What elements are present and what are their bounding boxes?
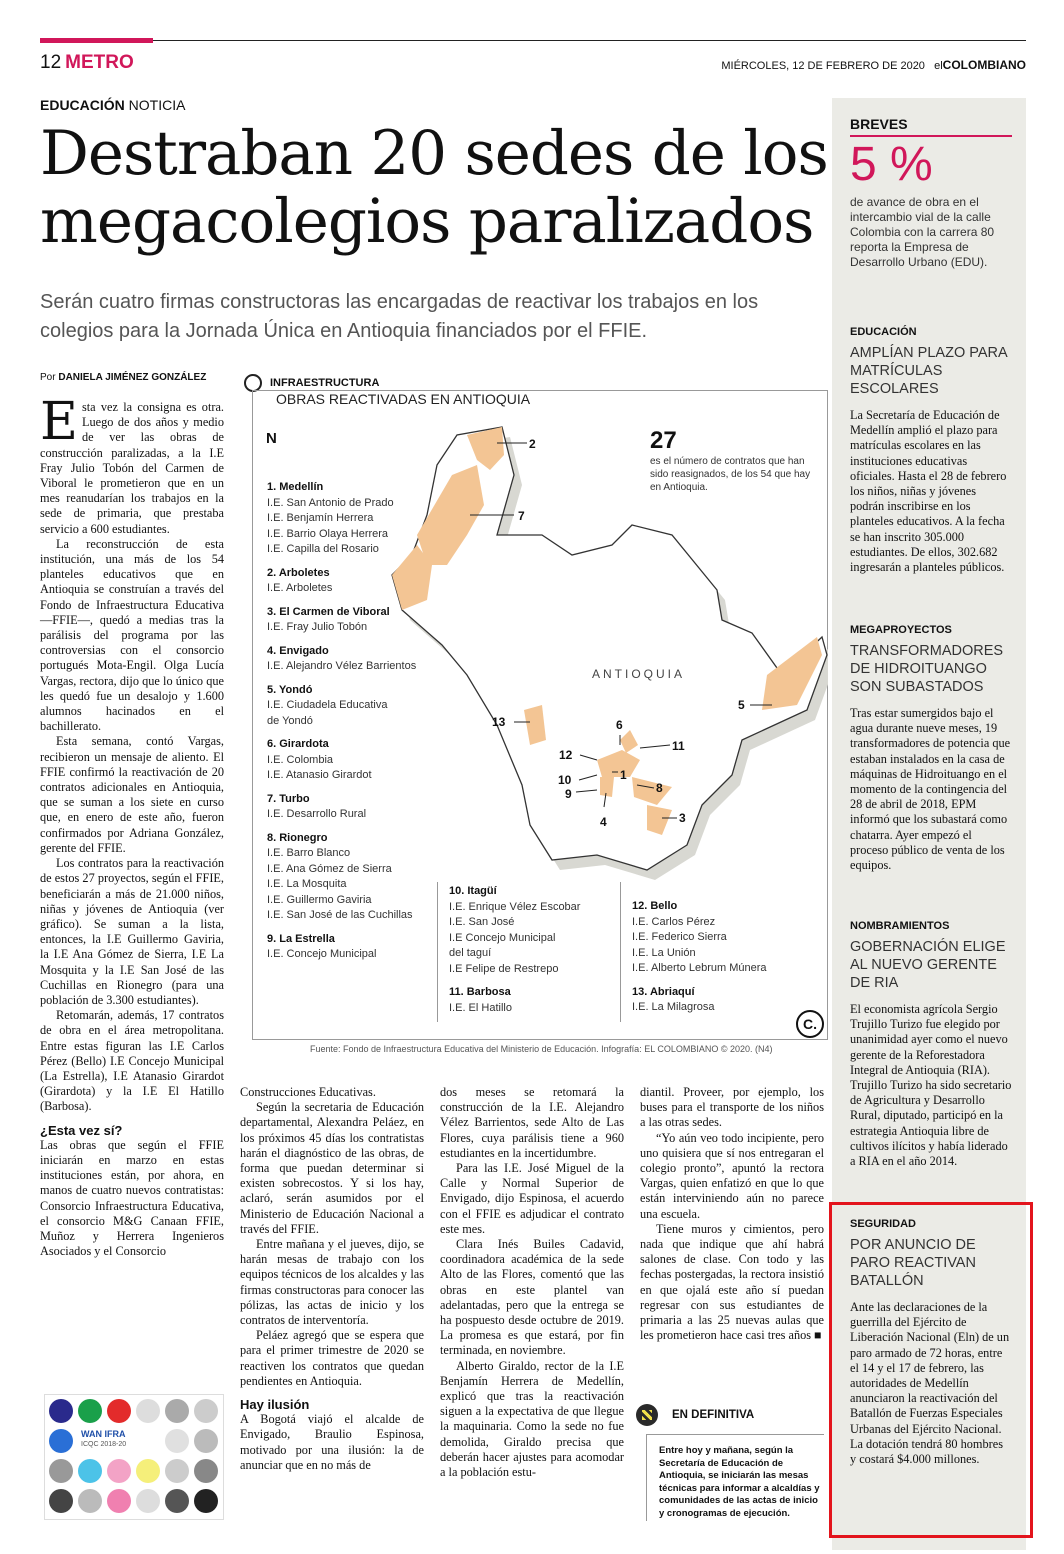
paragraph: Peláez agregó que se espera que para el primer trimestre de 2020 se reactiven los contratos que quedan pendientes en Antioquia.	[240, 1328, 424, 1388]
marker-11: 11	[672, 739, 685, 753]
legend-column-2	[449, 884, 619, 1016]
infographic-source: Fuente: Fondo de Infraestructura Educativa del Ministerio de Educación. Infografía: EL COLOMBIANO © 2020. (N4)	[310, 1044, 773, 1054]
brief-section: MEGAPROYECTOS	[850, 624, 952, 636]
legend-group: 3. El Carmen de Viboral I.E. Fray Julio Tobón	[267, 605, 390, 633]
brief-text: El economista agrícola Sergio Trujillo Turizo fue elegido por unanimidad ayer como el nuevo gerente de la Reforestadora Integral de Antioquia (RIA). Trujillo Turizo ha sido secretario de Agricultura y Desarrollo Rural, diputado, participó en la estrategia Antioquia libre de cultivos ilícitos y había liderado a RIA en el año 2014.	[850, 1002, 1012, 1169]
article-column-1	[40, 392, 224, 1259]
color-dot	[107, 1489, 131, 1513]
stat-number: 27	[650, 427, 677, 454]
legend-group: 12. Bello I.E. Carlos Pérez I.E. Federico Sierra I.E. La Unión I.E. Alberto Lebrum Múnera	[632, 900, 767, 974]
color-dot	[165, 1429, 189, 1453]
legend-column-1	[267, 480, 427, 963]
infographic-subtitle: OBRAS REACTIVADAS EN ANTIOQUIA	[276, 391, 531, 407]
en-definitiva-header	[636, 1404, 828, 1426]
article-deck: Serán cuatro firmas constructoras las encargadas de reactivar los trabajos en los colegios para la Jornada Única en Antioquia financiados por el FFIE.	[40, 291, 759, 342]
paper-prefix: el	[934, 60, 943, 72]
legend-divider	[620, 882, 621, 1022]
legend-group: 7. Turbo I.E. Desarrollo Rural	[267, 792, 367, 820]
marker-10: 10	[558, 773, 572, 787]
colorbar-brand: WAN IFRA	[81, 1429, 126, 1439]
marker-7: 7	[518, 509, 525, 523]
breves-block	[850, 116, 1012, 270]
paragraph: Esta semana, contó Vargas, recibieron un mensaje de aliento. El FFIE confirmó la reactivación de 20 contratos adicionales en Antioquia, que se suman a los siete en curso que, en enero de este año, fueron confirmados por Adriana González, gerente del FFIE.	[40, 734, 224, 855]
page-number: 12 METRO	[40, 52, 134, 73]
paragraph: Construcciones Educativas.	[240, 1085, 376, 1099]
colorbar-code: ICQC 2018-20	[81, 1441, 127, 1448]
article-column-3	[440, 1085, 624, 1480]
region-label: ANTIOQUIA	[592, 667, 686, 681]
marker-6: 6	[616, 718, 623, 732]
legend-group: 1. Medellín I.E. San Antonio de Prado I.E. Benjamín Herrera I.E. Barrio Olaya Herrera I.E. Capilla del Rosario	[267, 481, 394, 555]
article-headline: Destraban 20 sedes de los megacolegios paralizados	[40, 118, 828, 257]
article-column-4	[640, 1085, 824, 1343]
color-dot	[194, 1459, 218, 1483]
stat-box	[650, 427, 820, 494]
top-rule	[40, 40, 1026, 41]
color-dot	[78, 1489, 102, 1513]
drop-cap: E	[40, 392, 78, 452]
paragraph: A Bogotá viajó el alcalde de Envigado, Braulio Espinosa, motivado por una ilusión: la de anunciar que en no más de	[240, 1412, 424, 1472]
color-dot	[107, 1459, 131, 1483]
brief-title: AMPLÍAN PLAZO PARA MATRÍCULAS ESCOLARES	[850, 345, 1007, 397]
section-name: METRO	[65, 52, 134, 73]
paragraph: La reconstrucción de esta institución, una más de los 54 planteles educativos que en Antioquia se construían a través del Fondo de Infraestructura Educativa —FFIE—, quedó a medias tras la parálisis del programa por las controversias con el consorcio portugués Mota-Engil. Olga Lucía Vargas, rectora, dijo que lo único que les quedó fue un desalojo y 1.600 alumnos hacinados en el bachillerato.	[40, 536, 224, 734]
brief-title: GOBERNACIÓN ELIGE AL NUEVO GERENTE DE RIA	[850, 939, 1006, 991]
brief-text: Ante las declaraciones de la guerrilla del Ejército de Liberación Nacional (Eln) de un paro armado de 72 horas, entre el 14 y el 17 de febrero, las autoridades de Medellín anunciaron la reactivación del Batallón de Fuerzas Especiales Urbanas del Ejército Nacional. La dotación tendrá 80 hombres y costará $4.000 millones.	[850, 1300, 1010, 1467]
brief-item	[850, 624, 1012, 873]
legend-group: 6. Girardota I.E. Colombia I.E. Atanasio Girardot	[267, 738, 372, 781]
en-definitiva-text: Entre hoy y mañana, según la Secretaría de Educación de Antioquia, se iniciarán las mesas técnicas para informar a alcaldías y comunidades de las actas de inicio y cronogramas de ejecución.	[646, 1434, 824, 1521]
legend-column-3	[632, 899, 802, 1016]
paragraph: dos meses se retomará la construcción de la I.E. Alejandro Vélez Barrientos, sede Alto de Las Flores, cuya parálisis tiene a 960 estudiantes en la incertidumbre.	[440, 1085, 624, 1160]
infographic-kicker: INFRAESTRUCTURA	[244, 374, 379, 392]
breves-stat: 5 %	[850, 138, 933, 191]
color-dot	[49, 1459, 73, 1483]
marker-3: 3	[679, 811, 686, 825]
color-dot	[165, 1489, 189, 1513]
color-dot	[194, 1429, 218, 1453]
legend-group: 10. Itagüí I.E. Enrique Vélez Escobar I.E. San José I.E Concejo Municipal del taguí I.E Felipe de Restrepo	[449, 885, 581, 975]
date-text: MIÉRCOLES, 12 DE FEBRERO DE 2020	[721, 60, 925, 72]
north-arrow-icon: N	[266, 430, 277, 447]
paragraph: Alberto Giraldo, rector de la I.E Benjamín Herrera de Medellín, explicó que tras la reactivación siguen a la expectativa de que llegue la maquinaria. Como la sede no fue demolida, Giraldo precisa que deberán hacer ajustes para acomodar a la población estu-	[440, 1358, 624, 1480]
paragraph: diantil. Proveer, por ejemplo, los buses para el transporte de los niños a las otras sedes.	[640, 1085, 824, 1130]
municipio-envigado	[600, 777, 614, 797]
legend-group: 4. Envigado I.E. Alejandro Vélez Barrientos	[267, 644, 417, 672]
checkered-pattern	[642, 1410, 652, 1420]
marker-4: 4	[600, 815, 607, 829]
article-kicker: EDUCACIÓN NOTICIA	[40, 97, 186, 113]
print-color-bar	[44, 1394, 224, 1520]
en-definitiva-box	[636, 1404, 828, 1521]
marker-2: 2	[529, 437, 536, 451]
brief-item	[850, 920, 1012, 1196]
stat-text: es el número de contratos que han sido reasignados, de los 54 que hay en Antioquia.	[650, 456, 811, 493]
marker-12: 12	[559, 748, 573, 762]
color-dot	[136, 1489, 160, 1513]
brief-section: SEGURIDAD	[850, 1218, 917, 1230]
color-dot	[136, 1459, 160, 1483]
color-dot	[78, 1399, 102, 1423]
en-definitiva-title: EN DEFINITIVA	[672, 1409, 755, 1421]
paragraph: Tiene muros y cimientos, pero nada que indique que ahí habrá salones de clase. Con todo y las fechas postergadas, la rectora insistió en que ojalá este año sí puedan regresar con sus estudiantes de primaria a las 25 nuevas aulas que les prometieron hace casi tres años ■	[640, 1221, 824, 1343]
brief-title: POR ANUNCIO DE PARO REACTIVAN BATALLÓN	[850, 1237, 976, 1289]
color-dot	[194, 1399, 218, 1423]
color-dot	[165, 1399, 189, 1423]
marker-1: 1	[620, 768, 627, 782]
paragraph: Esta vez la consigna es otra. Luego de dos años y medio de ver las obras de construcción paralizadas, a la I.E Fray Julio Tobón del Carmen de Viboral le prometieron que en un mes reanudarían los trabajos en la sede de primaria, que prestaba servicio a 600 estudiantes.	[40, 392, 224, 536]
color-dot	[49, 1489, 73, 1513]
color-dot	[136, 1399, 160, 1423]
legend-group: 5. Yondó I.E. Ciudadela Educativa de Yondó	[267, 683, 388, 727]
brief-section: NOMBRAMIENTOS	[850, 920, 950, 932]
paragraph: “Yo aún veo todo incipiente, pero uno quisiera que sí nos entregaran el colegio pronto”, apuntó la rectora Vargas, quien enfatizó en que lo que están interviniendo aún no parece una escuela.	[640, 1130, 824, 1221]
dateline	[721, 58, 1026, 72]
highlight-frame	[829, 1202, 1033, 1538]
el-colombiano-logo: C.	[796, 1010, 824, 1038]
color-dot	[78, 1459, 102, 1483]
paragraph: Los contratos para la reactivación de estos 27 proyectos, según el FFIE, beneficiarán a más de 21.000 niños, niñas y jóvenes de Antioquia (ver gráfico). Se suman a la lista, entonces, la I.E Guillermo Gaviria, la I.E Ana Gómez de Sierra, I.E La Mosquita y la I.E San José de las Cuchillas en Rionegro (para una población de 3.300 estudiantes).	[40, 856, 224, 1007]
legend-group: 9. La Estrella I.E. Concejo Municipal	[267, 932, 377, 960]
color-dot	[49, 1429, 73, 1453]
paragraph: Clara Inés Builes Cadavid, coordinadora académica de la sede Alto de las Flores, comentó que las obras en este plantel van adelantadas, pero que la entrega se ha pospuesto desde octubre de 2019. La promesa es que estará, por fin terminada, en noviembre.	[440, 1237, 624, 1358]
legend-group: 11. Barbosa I.E. El Hatillo	[449, 986, 512, 1014]
legend-divider	[437, 882, 438, 1022]
color-dot	[49, 1399, 73, 1423]
byline: Por DANIELA JIMÉNEZ GONZÁLEZ	[40, 372, 207, 383]
breves-title: BREVES	[850, 116, 1012, 137]
marker-5: 5	[738, 698, 745, 712]
checkered-icon	[636, 1404, 658, 1426]
color-dot	[194, 1489, 218, 1513]
brief-title: TRANSFORMADORES DE HIDROITUANGO SON SUBASTADOS	[850, 643, 1004, 695]
marker-9: 9	[565, 787, 572, 801]
paragraph: Retomarán, además, 17 contratos de obra en el área metropolitana. Entre estas figuran las I.E Carlos Pérez (Bello) I.E Concejo Municipal (La Estrella), I.E Atanasio Girardot (Girardota) y la I.E El Hatillo (Barbosa).	[40, 1008, 224, 1114]
subheading: Hay ilusión	[240, 1397, 310, 1413]
brief-text: La Secretaría de Educación de Medellín amplió el plazo para matrículas escolares en las instituciones educativas oficiales. Hasta el 28 de febrero los niños, niñas y jóvenes podrán inscribirse en los planteles educativos. A la fecha se han inscrito 305.000 estudiantes. De ellos, 302.682 ingresarán a planteles públicos.	[850, 408, 1007, 575]
paragraph: Para las I.E. José Miguel de la Calle y Normal Superior de Envigado, dijo Espinosa, el acuerdo con el FFIE es adjudicar el contrato este mes.	[440, 1161, 624, 1236]
color-dot	[107, 1399, 131, 1423]
legend-group: 13. Abriaquí I.E. La Milagrosa	[632, 985, 715, 1013]
end-mark: ■	[814, 1328, 822, 1343]
breves-stat-text: de avance de obra en el intercambio vial de la calle Colombia con la carrera 80 reporta la Empresa de Desarrollo Urbano (EDU).	[850, 195, 995, 269]
subheading: ¿Esta vez sí?	[40, 1122, 123, 1138]
paragraph: Entre mañana y el jueves, dijo, se harán mesas de trabajo con los equipos técnicos de los alcaldes y las firmas constructoras para conocer las pólizas, las actas de inicio y los contratos de interventoría.	[240, 1237, 424, 1328]
marker-13: 13	[492, 715, 506, 729]
paragraph: Según la secretaria de Educación departamental, Alexandra Peláez, en los próximos 45 días los contratistas harán el diagnóstico de las obras, de forma que puedan determinar si existen sobrecostos. Y si los hay, aclaró, serán asumidos por el Ministerio de Educación Nacional a través del FFIE.	[240, 1100, 424, 1236]
legend-group: 2. Arboletes I.E. Arboletes	[267, 566, 333, 594]
paragraph: Las obras que según el FFIE iniciarán en marzo en estas instituciones están, por ahora, en manos de cuatro nuevos contratistas: Consorcio Infraestructura Educativa, el consorcio M&G Canaan FFIE, Muñoz y Herrera Ingenieros Asociados y el Consorcio	[40, 1137, 224, 1259]
section-color-bar	[40, 38, 153, 43]
color-dot	[165, 1459, 189, 1483]
brief-item	[850, 326, 1012, 575]
brief-section: EDUCACIÓN	[850, 326, 917, 338]
article-column-2	[240, 1085, 424, 1473]
brief-text: Tras estar sumergidos bajo el agua durante nueve meses, 19 transformadores de potencia que estaban instalados en la casa de máquinas de Hidroituango en el momento de la contingencia del 28 de abril de 2018, EPM informó que los subastará como chatarra. Ayer empezó el proceso público de venta de los equipos.	[850, 706, 1011, 873]
paper-name: COLOMBIANO	[942, 58, 1026, 72]
marker-8: 8	[656, 781, 663, 795]
legend-group: 8. Rionegro I.E. Barro Blanco I.E. Ana Gómez de Sierra I.E. La Mosquita I.E. Guillermo Gaviria I.E. San José de las Cuchillas	[267, 831, 413, 921]
